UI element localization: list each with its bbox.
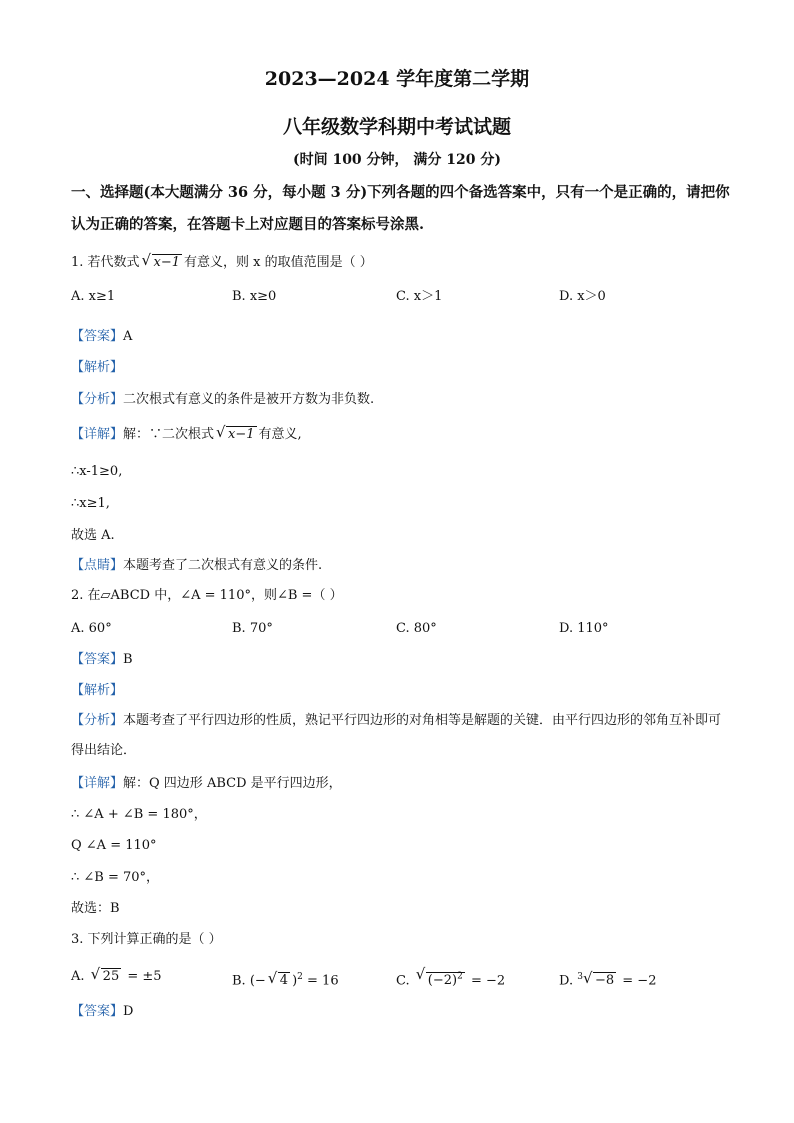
q1-option-d: D. x＞0 <box>559 289 606 304</box>
q3-option-c-letter: C. <box>396 973 410 989</box>
q3-option-b-result: = 16 <box>307 973 339 989</box>
q2-step1: ∴ ∠A + ∠B = 180°， <box>71 807 207 822</box>
exam-title-line1: 2023—2024 学年度第二学期 <box>264 68 530 90</box>
q3-option-c <box>396 967 505 991</box>
q1-step2: ∴x≥1, <box>71 496 110 511</box>
q1-step3: 故选 A. <box>71 528 115 543</box>
q1-stem-prefix: 1. 若代数式 <box>71 255 140 270</box>
q3-stem: 3. 下列计算正确的是（ ） <box>71 932 222 947</box>
q1-stem <box>71 253 373 273</box>
q3-option-c-radicand: (−2) <box>427 973 458 989</box>
q2-step2: Q ∠A = 110° <box>71 838 157 853</box>
q1-answer-tag: 【答案】 <box>71 329 124 344</box>
q1-review-tag: 【点睛】 <box>71 558 124 573</box>
q1-answer-value: A <box>123 329 133 344</box>
q2-stem: 2. 在▱ABCD 中，∠A = 110°，则∠B =（ ） <box>71 588 343 603</box>
q3-option-c-radicand-wrap: $(-2)^2$ <box>427 972 463 989</box>
q1-answer <box>71 327 132 347</box>
q2-answer-tag: 【答案】 <box>71 652 124 667</box>
q2-fenxi-text: 本题考查了平行四边形的性质，熟记平行四边形的对角相等是解题的关键．由平行四边形的邻角互补即可得出结论． <box>71 713 722 758</box>
section-instructions: 一、选择题(本大题满分 36 分，每小题 3 分)下列各题的四个备选答案中，只有一个是正确的，请把你认为正确的答案，在答题卡上对应题目的答案标号涂黑. <box>71 184 730 233</box>
q2-option-c: C. 80° <box>396 621 437 636</box>
q1-stem-suffix: 有意义，则 x 的取值范围是（ ） <box>184 255 373 270</box>
q3-option-c-result: = −2 <box>470 973 506 989</box>
q2-step4: 故选：B <box>71 901 120 916</box>
q1-fenxi-text: 二次根式有意义的条件是被开方数为非负数. <box>123 392 375 407</box>
q1-detail <box>71 425 302 445</box>
q3-option-b: B. (− √ 4 )$^2$ = 16 <box>232 967 339 991</box>
q2-answer <box>71 650 133 670</box>
q3-option-a-result: = ±5 <box>127 969 162 984</box>
q3-option-d-letter: D. <box>559 973 574 989</box>
q1-review-text: 本题考查了二次根式有意义的条件. <box>123 558 323 573</box>
q3-option-b-radical: √ 4 <box>267 969 289 989</box>
q3-answer-value: D <box>123 1004 134 1019</box>
q1-option-b: B. x≥0 <box>232 289 277 304</box>
q1-radicand: x−1 <box>153 255 181 270</box>
q2-option-b: B. 70° <box>232 621 273 636</box>
q1-analysis-tag <box>71 358 123 378</box>
q2-option-a: A. 60° <box>71 621 112 636</box>
exam-subtitle: (时间 100 分钟， 满分 120 分) <box>292 152 502 168</box>
q3-answer-tag: 【答案】 <box>71 1004 124 1019</box>
q1-fenxi-tag: 【分析】 <box>71 392 124 407</box>
q1-detail-prefix: 解：∵二次根式 <box>123 427 215 442</box>
q3-option-b-letter: B. <box>232 973 246 989</box>
q3-option-a-radical: √ 25 <box>90 965 120 984</box>
q2-fenxi <box>71 706 731 766</box>
q3-option-a <box>71 967 162 987</box>
q2-fenxi-tag: 【分析】 <box>71 713 124 728</box>
q1-radical: √ x−1 <box>141 251 181 270</box>
q3-option-d-radicand: −8 <box>594 973 615 989</box>
q2-detail <box>71 774 342 794</box>
q3-answer <box>71 1002 133 1022</box>
q3-option-d: D. $^3$ √ −8 = −2 <box>559 967 656 991</box>
q2-detail-tag: 【详解】 <box>71 776 124 791</box>
q1-option-a: A. x≥1 <box>71 289 116 304</box>
q2-option-d: D. 110° <box>559 621 609 636</box>
exam-title-line2: 八年级数学科期中考试试题 <box>282 116 511 138</box>
q1-review <box>71 556 322 576</box>
q1-option-c: C. x＞1 <box>396 289 443 304</box>
q2-detail-text: 解：Q 四边形 ABCD 是平行四边形， <box>123 776 342 791</box>
q3-option-b-radicand: 4 <box>279 973 289 989</box>
q1-fenxi <box>71 390 374 410</box>
q3-option-d-radical: √ −8 <box>582 969 615 989</box>
q3-option-d-result: = −2 <box>622 973 657 989</box>
q1-analysis-label: 【解析】 <box>71 360 124 375</box>
q1-detail-radicand: x−1 <box>228 427 255 442</box>
q3-option-a-radicand: 25 <box>102 969 120 984</box>
q1-detail-suffix: 有意义, <box>258 427 302 442</box>
q3-option-a-letter: A. <box>71 969 85 984</box>
q2-answer-value: B <box>123 652 133 667</box>
q1-step1: ∴x-1≥0, <box>71 464 123 479</box>
q1-detail-radical: √ x−1 <box>216 423 255 442</box>
q1-detail-tag: 【详解】 <box>71 427 124 442</box>
q2-analysis-label: 【解析】 <box>71 683 124 698</box>
q2-step3: ∴ ∠B = 70°， <box>71 870 160 885</box>
q2-analysis-tag <box>71 681 123 701</box>
q3-option-c-radical: √ $(-2)^2$ <box>415 965 463 989</box>
